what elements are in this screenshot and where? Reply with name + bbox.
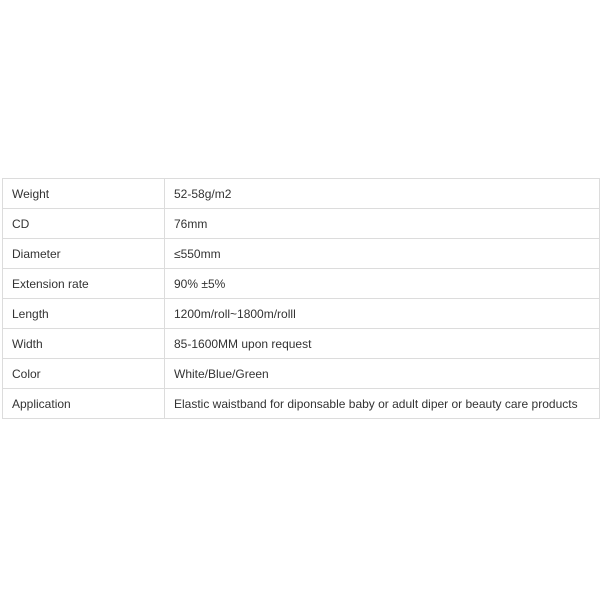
table-row — [3, 269, 600, 299]
spec-label-width: Width — [3, 329, 165, 359]
spec-value-width: 85-1600MM upon request — [165, 329, 600, 359]
table-row — [3, 299, 600, 329]
spec-value-diameter: ≤550mm — [165, 239, 600, 269]
spec-label-length: Length — [3, 299, 165, 329]
spec-value-extension-rate: 90% ±5% — [165, 269, 600, 299]
specification-table — [2, 178, 600, 419]
spec-value-weight: 52-58g/m2 — [165, 179, 600, 209]
spec-label-color: Color — [3, 359, 165, 389]
table-row — [3, 239, 600, 269]
table-row — [3, 329, 600, 359]
spec-label-diameter: Diameter — [3, 239, 165, 269]
table-row — [3, 359, 600, 389]
spec-label-cd: CD — [3, 209, 165, 239]
spec-value-application: Elastic waistband for diponsable baby or adult diper or beauty care products — [165, 389, 600, 419]
spec-label-extension-rate: Extension rate — [3, 269, 165, 299]
spec-value-cd: 76mm — [165, 209, 600, 239]
spec-value-length: 1200m/roll~1800m/rolll — [165, 299, 600, 329]
table-row — [3, 179, 600, 209]
table-row — [3, 209, 600, 239]
spec-label-application: Application — [3, 389, 165, 419]
spec-value-color: White/Blue/Green — [165, 359, 600, 389]
spec-label-weight: Weight — [3, 179, 165, 209]
table-row — [3, 389, 600, 419]
